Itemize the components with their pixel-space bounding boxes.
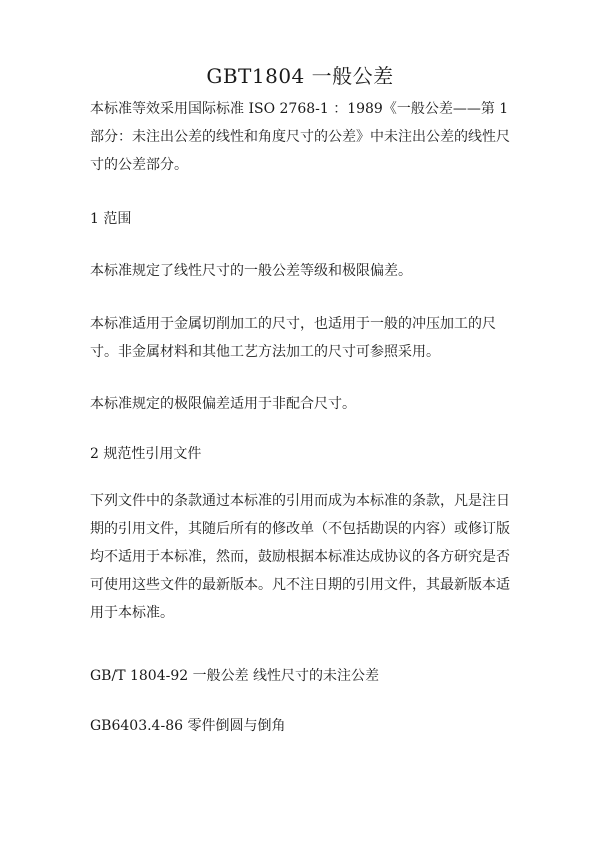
section-1-paragraph-1: 本标准规定了线性尺寸的一般公差等级和极限偏差。 [90,263,412,279]
section-2-heading: 2 规范性引用文件 [90,446,202,462]
reference-item-2: GB6403.4-86 零件倒圆与倒角 [90,718,286,734]
section-1-heading: 1 范围 [90,211,132,227]
reference-item-1: GB/T 1804-92 一般公差 线性尺寸的未注公差 [90,668,380,684]
intro-paragraph: 本标准等效采用国际标准 ISO 2768-1 ：1989《一般公差——第 1 部分：未注出公差的线性和角度尺寸的公差》中未注出公差的线性尺寸的公差部分。 [90,101,510,173]
section-1-paragraph-3: 本标准规定的极限偏差适用于非配合尺寸。 [90,396,356,412]
section-2-paragraph: 下列文件中的条款通过本标准的引用而成为本标准的条款，凡是注日期的引用文件，其随后所有的修改单（不包括勘误的内容）或修订版均不适用于本标准，然而，鼓励根据本标准达成协议的各方研究是否可使用这些文件的最新版本。凡不注日期的引用文件，其最新版本适用于本标准。 [90,493,510,621]
section-1-paragraph-2: 本标准适用于金属切削加工的尺寸，也适用于一般的冲压加工的尺寸。非金属材料和其他工艺方法加工的尺寸可参照采用。 [90,316,496,360]
document-title: GBT1804 一般公差 [206,64,394,88]
